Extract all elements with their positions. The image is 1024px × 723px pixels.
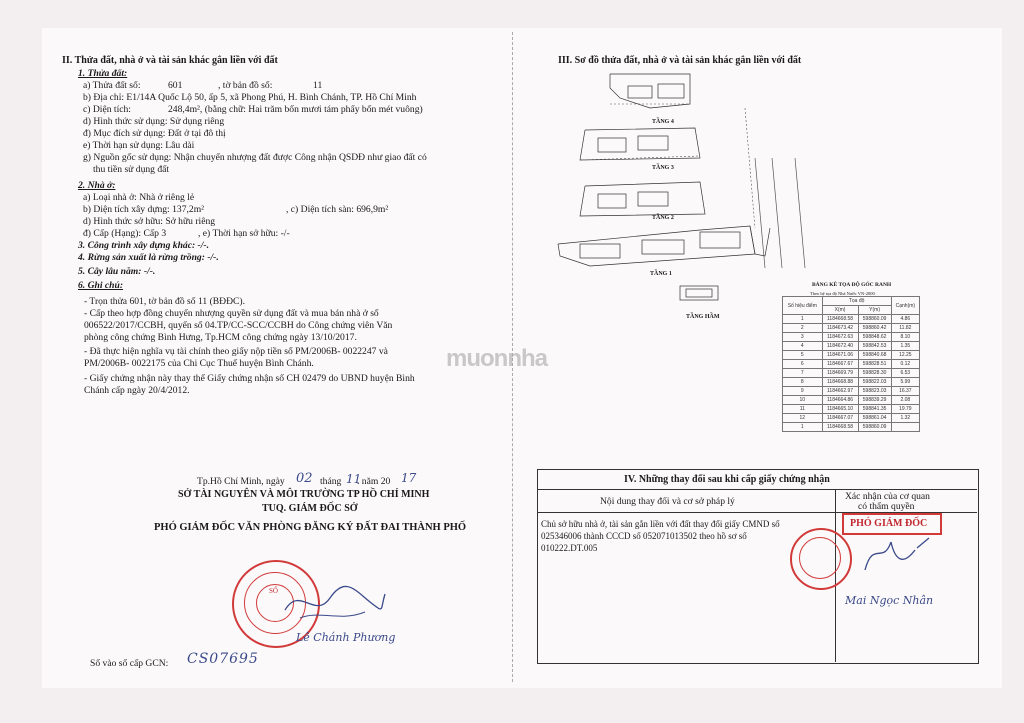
coord-cell: 598860.09 (858, 315, 891, 324)
coord-cell: 8.10 (891, 333, 919, 342)
coord-cell: 7 (783, 369, 823, 378)
note-6: - Giấy chứng nhận này thay thế Giấy chứng nhận số CH 02479 do UBND huyện Bình (84, 373, 415, 384)
coord-cell: 1184668.58 (822, 423, 858, 432)
coord-table-subtitle: Theo hệ tọa độ Nhà Nước VN-2000 (810, 291, 875, 296)
reg-no: CS07695 (187, 651, 259, 667)
purpose: đ) Mục đích sử dụng: Đất ở tại đô thị (83, 128, 226, 139)
seal-no: SỐ (269, 587, 278, 595)
coord-cell (891, 423, 919, 432)
signature-right (855, 530, 935, 580)
coord-table-title: BẢNG KÊ TỌA ĐỘ GÓC RANH (812, 282, 892, 288)
coord-cell: 1184669.79 (822, 369, 858, 378)
coord-row (783, 324, 920, 333)
coord-cell: 1184667.07 (822, 414, 858, 423)
parcel-label: a) Thửa đất số: (83, 80, 141, 91)
note-7: Chánh cấp ngày 20/4/2012. (84, 385, 190, 396)
coord-cell: 1184672.63 (822, 333, 858, 342)
coord-row (783, 396, 920, 405)
note-5: PM/2006B- 0022175 của Chi Cục Thuế huyện Bình Chánh. (84, 358, 314, 369)
org-line-1: SỞ TÀI NGUYÊN VÀ MÔI TRƯỜNG TP HỒ CHÍ MINH (178, 489, 430, 500)
coord-cell: 10 (783, 396, 823, 405)
coord-cell: 5 (783, 351, 823, 360)
watermark: muonnha (446, 345, 547, 372)
coord-cell: 12 (783, 414, 823, 423)
coord-cell: 3 (783, 333, 823, 342)
floor-label-4: TẦNG 4 (652, 119, 674, 125)
floor-label-basement: TẦNG HẦM (686, 314, 720, 320)
coord-row (783, 378, 920, 387)
org-line-2: TUQ. GIÁM ĐỐC SỞ (262, 503, 358, 514)
note-4: - Đã thực hiện nghĩa vụ tài chính theo giấy nộp tiền số PM/2006B- 0022247 và (84, 346, 388, 357)
floor-label-1: TẦNG 1 (650, 271, 672, 277)
coord-cell: 598839.29 (858, 396, 891, 405)
term: e) Thời hạn sử dụng: Lâu dài (83, 140, 195, 151)
house-type: a) Loại nhà ở: Nhà ở riêng lẻ (83, 192, 195, 203)
use-form: d) Hình thức sử dụng: Sử dụng riêng (83, 116, 225, 127)
note-1: - Cấp theo hợp đồng chuyển nhượng quyền sử dụng đất và mua bán nhà ở số (84, 308, 379, 319)
s3: 3. Công trình xây dựng khác: -/-. (78, 240, 210, 251)
coord-cell: 598822.03 (858, 378, 891, 387)
coord-cell: 1184665.10 (822, 405, 858, 414)
coord-header-x: X(m) (822, 306, 858, 315)
note-2: 006522/2017/CCBH, quyển số 04.TP/CC-SCC/CCBH do Công chứng viên Văn (84, 320, 393, 331)
grade: đ) Cấp (Hạng): Cấp 3 (83, 228, 167, 239)
floor-1-plan (558, 226, 770, 266)
coord-cell: 598828.51 (858, 360, 891, 369)
area-label: c) Diện tích: (83, 104, 131, 115)
change-line-1: Chủ sở hữu nhà ở, tài sản gắn liền với đất thay đổi giấy CMND số (541, 519, 780, 529)
floor-label-3: TẦNG 3 (652, 165, 674, 171)
coord-cell: 598860.42 (858, 324, 891, 333)
s1-title: 1. Thửa đất: (78, 68, 128, 79)
parcel-no: 601 (168, 80, 183, 91)
coord-cell: 598861.04 (858, 414, 891, 423)
coord-cell: 4 (783, 342, 823, 351)
coord-cell: 1 (783, 315, 823, 324)
coord-cell: 6 (783, 360, 823, 369)
signer-right: Mai Ngọc Nhân (845, 594, 934, 607)
section-iii-heading: III. Sơ đồ thửa đất, nhà ở và tài sản khác gắn liền với đất (558, 55, 802, 66)
coord-row (783, 423, 920, 432)
reg-label: Số vào sổ cấp GCN: (90, 658, 169, 669)
coord-cell: 6.53 (891, 369, 919, 378)
floor-4-plan (610, 74, 690, 108)
date-month: 11 (346, 472, 362, 486)
coord-cell: 19.79 (891, 405, 919, 414)
coord-row (783, 387, 920, 396)
coord-cell: 4.86 (891, 315, 919, 324)
coord-row (783, 315, 920, 324)
coord-cell: 2 (783, 324, 823, 333)
floor-2-plan (580, 182, 705, 216)
signature-left (280, 580, 390, 630)
coord-header-point: Số hiệu điểm (783, 297, 823, 315)
own-term: , e) Thời hạn sở hữu: -/- (198, 228, 290, 239)
coord-cell: 598840.68 (858, 351, 891, 360)
coord-header-edge: Cạnh(m) (891, 297, 919, 315)
signer-left: Lê Chánh Phương (296, 631, 396, 644)
map-label: , tờ bản đồ số: (218, 80, 273, 91)
coord-cell: 11.82 (891, 324, 919, 333)
coord-cell: 1184672.40 (822, 342, 858, 351)
coord-cell: 0.12 (891, 360, 919, 369)
coord-row (783, 414, 920, 423)
coord-cell: 598841.35 (858, 405, 891, 414)
note-3: phòng công chứng Bình Hưng, Tp.HCM công chứng ngày 13/10/2017. (84, 332, 357, 343)
coord-cell: 1 (783, 423, 823, 432)
build-area: b) Diện tích xây dựng: 137,2m² (83, 204, 205, 215)
date-month-label: tháng (320, 476, 342, 487)
coord-cell: 8 (783, 378, 823, 387)
change-line-3: 010222.DT.005 (541, 543, 598, 553)
coord-cell: 1184671.06 (822, 351, 858, 360)
area-value: 248,4m², (bằng chữ: Hai trăm bốn mươi tám phẩy bốn mét vuông) (168, 104, 423, 115)
map-no: 11 (313, 80, 323, 91)
s4: 4. Rừng sản xuất là rừng trồng: -/-. (78, 252, 219, 263)
coord-header-y: Y(m) (858, 306, 891, 315)
org-line-3: PHÓ GIÁM ĐỐC VĂN PHÒNG ĐĂNG KÝ ĐẤT ĐAI THÀNH PHỐ (154, 522, 467, 533)
date-day: 02 (296, 471, 313, 486)
coord-cell: 16.37 (891, 387, 919, 396)
changes-col-confirm-2: có thẩm quyền (858, 501, 915, 512)
coord-cell: 1184664.86 (822, 396, 858, 405)
floor-plan-diagram (550, 68, 810, 328)
coord-cell: 598848.62 (858, 333, 891, 342)
floor-area: , c) Diện tích sàn: 696,9m² (286, 204, 389, 215)
coord-cell: 1184668.58 (822, 315, 858, 324)
changes-title: IV. Những thay đổi sau khi cấp giấy chứng nhận (624, 474, 830, 485)
coord-cell: 1.35 (891, 342, 919, 351)
coord-cell: 11 (783, 405, 823, 414)
changes-col-content: Nội dung thay đổi và cơ sở pháp lý (600, 496, 735, 507)
change-line-2: 025346006 thành CCCD số 052071013502 theo hồ sơ số (541, 531, 747, 541)
origin-line-1: g) Nguồn gốc sử dụng: Nhận chuyển nhượng đất được Công nhận QSDĐ như giao đất có (83, 152, 427, 163)
note-0: - Trọn thửa 601, tờ bản đồ số 11 (BĐĐC). (84, 296, 246, 307)
official-seal-right (790, 528, 852, 590)
coord-row (783, 342, 920, 351)
section-ii-heading: II. Thửa đất, nhà ở và tài sản khác gắn liền với đất (62, 55, 278, 66)
own-form: d) Hình thức sở hữu: Sở hữu riêng (83, 216, 216, 227)
coord-cell: 598842.53 (858, 342, 891, 351)
s2-title: 2. Nhà ở: (78, 180, 116, 191)
coord-table (782, 296, 920, 432)
title-stamp-text: PHÓ GIÁM ĐỐC (850, 518, 928, 529)
address: b) Địa chỉ: E1/14A Quốc Lộ 50, ấp 5, xã Phong Phú, H. Bình Chánh, TP. Hồ Chí Minh (83, 92, 417, 103)
coord-row (783, 333, 920, 342)
s6-title: 6. Ghi chú: (78, 280, 124, 291)
s5: 5. Cây lâu năm: -/-. (78, 266, 156, 277)
coord-cell: 598823.03 (858, 387, 891, 396)
coord-row (783, 351, 920, 360)
coord-cell: 1184673.42 (822, 324, 858, 333)
coord-cell: 1184662.97 (822, 387, 858, 396)
coord-cell: 598828.30 (858, 369, 891, 378)
coord-header-top: Tọa độ (822, 297, 891, 306)
coord-cell: 1.32 (891, 414, 919, 423)
origin-line-2: thu tiền sử dụng đất (93, 164, 170, 175)
coord-cell: 1184667.67 (822, 360, 858, 369)
coord-row (783, 405, 920, 414)
coord-cell: 598860.09 (858, 423, 891, 432)
coord-row (783, 360, 920, 369)
floor-3-plan (580, 128, 700, 160)
coord-table-body (783, 315, 920, 432)
coord-cell: 9 (783, 387, 823, 396)
coord-row (783, 369, 920, 378)
date-year-label: . năm 20 (357, 476, 391, 487)
coord-cell: 2.08 (891, 396, 919, 405)
date-year: 17 (401, 471, 417, 485)
coord-cell: 5.99 (891, 378, 919, 387)
floor-label-2: TẦNG 2 (652, 215, 674, 221)
changes-col-confirm-1: Xác nhận của cơ quan (845, 491, 930, 502)
basement-plan (680, 286, 718, 300)
coord-cell: 1184668.88 (822, 378, 858, 387)
date-prefix: Tp.Hồ Chí Minh, ngày (197, 476, 285, 487)
coord-cell: 12.25 (891, 351, 919, 360)
